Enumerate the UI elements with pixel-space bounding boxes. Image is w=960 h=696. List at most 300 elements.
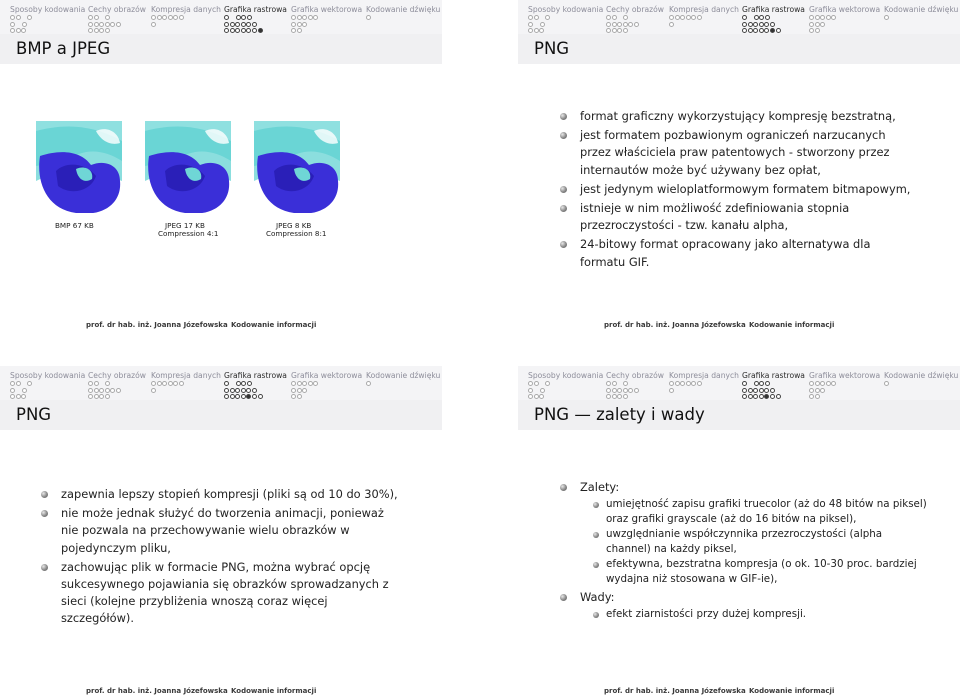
nav-section-label[interactable]: Grafika rastrowa xyxy=(224,371,287,380)
navigation-bar xyxy=(518,366,960,400)
slide-title: PNG xyxy=(16,405,52,424)
cons-group: Wady: efekt ziarnistości przy dużej kompresji. xyxy=(558,589,928,622)
nav-frame-dot-icon[interactable] xyxy=(297,381,302,386)
nav-frame-dot-icon[interactable] xyxy=(157,15,162,20)
bullet-icon xyxy=(560,132,567,139)
nav-frame-dot-icon[interactable] xyxy=(224,28,229,33)
bullet-item: nie może jednak służyć do tworzenia animacji, ponieważ nie pozwala na przechowywanie wielu obrazków w pojedynczym pliku, xyxy=(39,505,403,557)
sub-bullet-item: uwzględnianie współczynnika przezroczystości (alpha channel) na każdy piksel, xyxy=(580,527,928,557)
nav-frame-dot-icon[interactable] xyxy=(10,381,15,386)
nav-frame-dot-icon[interactable] xyxy=(252,28,257,33)
nav-frame-dot-icon[interactable] xyxy=(241,15,246,20)
nav-section-label[interactable]: Cechy obrazów xyxy=(88,5,146,14)
nav-frame-dot-icon[interactable] xyxy=(540,22,545,27)
nav-frame-dot-icon[interactable] xyxy=(230,28,235,33)
nav-frame-dot-icon[interactable] xyxy=(235,388,240,393)
nav-frame-dot-icon[interactable] xyxy=(669,388,674,393)
nav-section-label[interactable]: Grafika wektorowa xyxy=(291,371,363,380)
nav-frame-dot-icon[interactable] xyxy=(105,381,110,386)
nav-frame-dot-icon[interactable] xyxy=(252,22,257,27)
nav-frame-dot-icon[interactable] xyxy=(94,388,99,393)
nav-frame-dot-icon[interactable] xyxy=(22,22,27,27)
nav-frame-dot-icon[interactable] xyxy=(21,28,26,33)
nav-frame-dot-icon[interactable] xyxy=(246,394,251,399)
slide-footer xyxy=(518,321,960,333)
nav-section-label[interactable]: Cechy obrazów xyxy=(88,371,146,380)
bmp-flower-image xyxy=(36,121,122,213)
nav-frame-dot-icon[interactable] xyxy=(105,22,110,27)
nav-frame-dot-icon[interactable] xyxy=(623,28,628,33)
nav-frame-dot-icon[interactable] xyxy=(884,381,889,386)
nav-section-label[interactable]: Grafika rastrowa xyxy=(742,371,805,380)
nav-frame-dot-icon[interactable] xyxy=(617,22,622,27)
nav-frame-dot-icon[interactable] xyxy=(770,394,775,399)
nav-frame-dot-icon[interactable] xyxy=(545,15,550,20)
slide-title: PNG xyxy=(534,39,570,58)
bullet-item: format graficzny wykorzystujący kompresję bezstratną, xyxy=(558,108,918,125)
bullet-list xyxy=(39,486,403,630)
nav-frame-dot-icon[interactable] xyxy=(246,388,251,393)
nav-frame-dot-icon[interactable] xyxy=(759,22,764,27)
nav-frame-dot-icon[interactable] xyxy=(22,388,27,393)
nav-frame-dot-icon[interactable] xyxy=(105,388,110,393)
nav-frame-dot-icon[interactable] xyxy=(528,28,533,33)
nav-section-label[interactable]: Kompresja danych xyxy=(669,5,739,14)
bullet-item: zachowując plik w formacie PNG, można wybrać opcję sukcesywnego pojawiania się obrazków sprowadzanych z sieci (kolejne przybliżenia wnoszą coraz więcej szczegółów). xyxy=(39,559,403,628)
sub-bullet-item: umiejętność zapisu grafiki truecolor (aż do 48 bitów na piksel) oraz grafiki grayscale (aż do 16 bitów na piksel), xyxy=(580,497,928,527)
nav-frame-dot-icon[interactable] xyxy=(634,388,639,393)
nav-frame-dot-icon[interactable] xyxy=(669,15,674,20)
nav-frame-dot-icon[interactable] xyxy=(748,22,753,27)
nav-frame-dot-icon[interactable] xyxy=(258,394,263,399)
nav-frame-dot-icon[interactable] xyxy=(776,394,781,399)
nav-frame-dot-icon[interactable] xyxy=(302,388,307,393)
nav-frame-dot-icon[interactable] xyxy=(528,388,533,393)
nav-frame-dot-icon[interactable] xyxy=(623,388,628,393)
nav-frame-dot-icon[interactable] xyxy=(105,394,110,399)
bullet-icon xyxy=(560,186,567,193)
nav-frame-dot-icon[interactable] xyxy=(669,22,674,27)
nav-frame-dot-icon[interactable] xyxy=(815,381,820,386)
slide-footer xyxy=(518,687,960,696)
nav-frame-dot-icon[interactable] xyxy=(168,15,173,20)
nav-section-label[interactable]: Grafika rastrowa xyxy=(224,5,287,14)
nav-frame-dot-icon[interactable] xyxy=(809,28,814,33)
nav-frame-dot-icon[interactable] xyxy=(246,28,251,33)
nav-section-label[interactable]: Kompresja danych xyxy=(151,371,221,380)
nav-frame-dot-icon[interactable] xyxy=(94,15,99,20)
nav-frame-dot-icon[interactable] xyxy=(94,381,99,386)
nav-section-label[interactable]: Grafika wektorowa xyxy=(809,5,881,14)
jpeg-8-flower-image xyxy=(254,121,340,213)
nav-frame-dot-icon[interactable] xyxy=(697,15,702,20)
navigation-bar xyxy=(0,366,442,400)
nav-frame-dot-icon[interactable] xyxy=(224,388,229,393)
nav-frame-dot-icon[interactable] xyxy=(105,28,110,33)
nav-frame-dot-icon[interactable] xyxy=(528,381,533,386)
nav-frame-dot-icon[interactable] xyxy=(831,15,836,20)
nav-frame-dot-icon[interactable] xyxy=(308,15,313,20)
nav-frame-dot-icon[interactable] xyxy=(697,381,702,386)
bullet-item: jest jedynym wieloplatformowym formatem bitmapowym, xyxy=(558,181,918,198)
nav-frame-dot-icon[interactable] xyxy=(759,388,764,393)
nav-frame-dot-icon[interactable] xyxy=(617,388,622,393)
slide-png-2 xyxy=(0,366,442,696)
nav-frame-dot-icon[interactable] xyxy=(612,28,617,33)
slide-footer xyxy=(0,321,442,333)
nav-frame-dot-icon[interactable] xyxy=(99,394,104,399)
nav-frame-dot-icon[interactable] xyxy=(764,388,769,393)
nav-frame-dot-icon[interactable] xyxy=(313,381,318,386)
nav-frame-dot-icon[interactable] xyxy=(539,394,544,399)
nav-frame-dot-icon[interactable] xyxy=(157,381,162,386)
nav-frame-dot-icon[interactable] xyxy=(297,22,302,27)
bullet-item: 24-bitowy format opracowany jako alternatywa dla formatu GIF. xyxy=(558,236,918,270)
nav-frame-dot-icon[interactable] xyxy=(291,28,296,33)
nav-section-label[interactable]: Grafika wektorowa xyxy=(809,371,881,380)
nav-frame-dot-icon[interactable] xyxy=(748,394,753,399)
nav-frame-dot-icon[interactable] xyxy=(742,28,747,33)
nav-frame-dot-icon[interactable] xyxy=(612,381,617,386)
bullet-list xyxy=(558,479,928,624)
nav-frame-dot-icon[interactable] xyxy=(759,28,764,33)
nav-frame-dot-icon[interactable] xyxy=(179,381,184,386)
nav-frame-dot-icon[interactable] xyxy=(246,22,251,27)
nav-frame-dot-icon[interactable] xyxy=(748,388,753,393)
nav-section-label[interactable]: Kodowanie dźwięku xyxy=(884,5,959,14)
bullet-icon xyxy=(560,205,567,212)
nav-frame-dot-icon[interactable] xyxy=(16,15,21,20)
footer-author: prof. dr hab. inż. Joanna Józefowska xyxy=(604,687,746,695)
bullet-icon xyxy=(560,594,567,601)
nav-frame-dot-icon[interactable] xyxy=(10,28,15,33)
nav-frame-dot-icon[interactable] xyxy=(764,394,769,399)
nav-frame-dot-icon[interactable] xyxy=(230,388,235,393)
nav-frame-dot-icon[interactable] xyxy=(815,394,820,399)
nav-frame-dot-icon[interactable] xyxy=(21,394,26,399)
nav-frame-dot-icon[interactable] xyxy=(691,15,696,20)
nav-frame-dot-icon[interactable] xyxy=(291,388,296,393)
nav-frame-dot-icon[interactable] xyxy=(675,15,680,20)
nav-frame-dot-icon[interactable] xyxy=(623,394,628,399)
nav-section-label[interactable]: Grafika wektorowa xyxy=(291,5,363,14)
nav-frame-dot-icon[interactable] xyxy=(151,388,156,393)
nav-frame-dot-icon[interactable] xyxy=(99,22,104,27)
nav-frame-dot-icon[interactable] xyxy=(302,22,307,27)
nav-frame-dot-icon[interactable] xyxy=(826,15,831,20)
nav-frame-dot-icon[interactable] xyxy=(884,15,889,20)
bullet-item: zapewnia lepszy stopień kompresji (pliki są od 10 do 30%), xyxy=(39,486,403,503)
nav-frame-dot-icon[interactable] xyxy=(88,15,93,20)
nav-frame-dot-icon[interactable] xyxy=(742,388,747,393)
sub-bullet-item: efektywna, bezstratna kompresja (o ok. 10-30 proc. bardziej wydajna niż stosowana w GIF-ie), xyxy=(580,557,928,587)
bmp-caption: BMP 67 KB xyxy=(55,221,94,230)
nav-frame-dot-icon[interactable] xyxy=(241,388,246,393)
nav-frame-dot-icon[interactable] xyxy=(297,28,302,33)
nav-frame-dot-icon[interactable] xyxy=(742,15,747,20)
nav-frame-dot-icon[interactable] xyxy=(235,394,240,399)
navigation-bar xyxy=(0,0,442,34)
nav-frame-dot-icon[interactable] xyxy=(606,28,611,33)
nav-frame-dot-icon[interactable] xyxy=(291,381,296,386)
slide-bmp-jpeg xyxy=(0,0,442,335)
nav-frame-dot-icon[interactable] xyxy=(291,15,296,20)
footer-author: prof. dr hab. inż. Joanna Józefowska xyxy=(86,687,228,695)
nav-section-label[interactable]: Kompresja danych xyxy=(151,5,221,14)
nav-frame-dot-icon[interactable] xyxy=(623,15,628,20)
title-bar xyxy=(518,34,960,64)
nav-frame-dot-icon[interactable] xyxy=(224,15,229,20)
nav-frame-dot-icon[interactable] xyxy=(809,394,814,399)
nav-frame-dot-icon[interactable] xyxy=(291,22,296,27)
bullet-item: istnieje w nim możliwość zdefiniowania stopnia przezroczystości - tzw. kanału alpha, xyxy=(558,200,918,234)
nav-frame-dot-icon[interactable] xyxy=(820,22,825,27)
nav-frame-dot-icon[interactable] xyxy=(753,22,758,27)
nav-frame-dot-icon[interactable] xyxy=(88,22,93,27)
nav-section-label[interactable]: Kodowanie dźwięku xyxy=(366,5,441,14)
nav-frame-dot-icon[interactable] xyxy=(742,22,747,27)
nav-frame-dot-icon[interactable] xyxy=(606,394,611,399)
nav-frame-dot-icon[interactable] xyxy=(820,381,825,386)
nav-frame-dot-icon[interactable] xyxy=(606,381,611,386)
footer-course: Kodowanie informacji xyxy=(231,321,317,329)
sub-bullet-item: efekt ziarnistości przy dużej kompresji. xyxy=(580,607,928,622)
nav-frame-dot-icon[interactable] xyxy=(297,15,302,20)
nav-frame-dot-icon[interactable] xyxy=(617,394,622,399)
nav-frame-dot-icon[interactable] xyxy=(820,15,825,20)
nav-frame-dot-icon[interactable] xyxy=(151,381,156,386)
nav-section-label[interactable]: Cechy obrazów xyxy=(606,5,664,14)
nav-frame-dot-icon[interactable] xyxy=(230,394,235,399)
nav-frame-dot-icon[interactable] xyxy=(809,22,814,27)
nav-frame-dot-icon[interactable] xyxy=(759,394,764,399)
nav-frame-dot-icon[interactable] xyxy=(110,22,115,27)
nav-frame-dot-icon[interactable] xyxy=(669,381,674,386)
nav-frame-dot-icon[interactable] xyxy=(224,394,229,399)
nav-frame-dot-icon[interactable] xyxy=(247,15,252,20)
nav-frame-dot-icon[interactable] xyxy=(754,15,759,20)
pros-list xyxy=(580,497,928,587)
nav-frame-dot-icon[interactable] xyxy=(770,388,775,393)
nav-frame-dot-icon[interactable] xyxy=(634,22,639,27)
nav-frame-dot-icon[interactable] xyxy=(88,381,93,386)
nav-frame-dot-icon[interactable] xyxy=(686,15,691,20)
nav-frame-dot-icon[interactable] xyxy=(742,394,747,399)
nav-frame-dot-icon[interactable] xyxy=(815,388,820,393)
nav-frame-dot-icon[interactable] xyxy=(815,28,820,33)
nav-frame-dot-icon[interactable] xyxy=(545,381,550,386)
nav-frame-dot-icon[interactable] xyxy=(88,28,93,33)
nav-frame-dot-icon[interactable] xyxy=(99,388,104,393)
nav-frame-dot-icon[interactable] xyxy=(691,381,696,386)
nav-frame-dot-icon[interactable] xyxy=(686,381,691,386)
nav-frame-dot-icon[interactable] xyxy=(623,22,628,27)
nav-frame-dot-icon[interactable] xyxy=(241,381,246,386)
nav-frame-dot-icon[interactable] xyxy=(764,22,769,27)
nav-frame-dot-icon[interactable] xyxy=(258,28,263,33)
nav-frame-dot-icon[interactable] xyxy=(534,394,539,399)
nav-frame-dot-icon[interactable] xyxy=(297,388,302,393)
nav-frame-dot-icon[interactable] xyxy=(16,381,21,386)
nav-frame-dot-icon[interactable] xyxy=(10,22,15,27)
nav-frame-dot-icon[interactable] xyxy=(623,381,628,386)
bullet-icon xyxy=(560,241,567,248)
nav-frame-dot-icon[interactable] xyxy=(10,15,15,20)
nav-frame-dot-icon[interactable] xyxy=(826,381,831,386)
nav-frame-dot-icon[interactable] xyxy=(612,388,617,393)
nav-frame-dot-icon[interactable] xyxy=(236,15,241,20)
nav-frame-dot-icon[interactable] xyxy=(820,388,825,393)
cons-list xyxy=(580,607,928,622)
nav-frame-dot-icon[interactable] xyxy=(759,15,764,20)
nav-frame-dot-icon[interactable] xyxy=(815,22,820,27)
nav-frame-dot-icon[interactable] xyxy=(235,28,240,33)
nav-frame-dot-icon[interactable] xyxy=(224,381,229,386)
nav-frame-dot-icon[interactable] xyxy=(173,15,178,20)
nav-frame-dot-icon[interactable] xyxy=(302,15,307,20)
nav-frame-dot-icon[interactable] xyxy=(809,381,814,386)
nav-frame-dot-icon[interactable] xyxy=(224,22,229,27)
nav-frame-dot-icon[interactable] xyxy=(241,394,246,399)
sub-bullet-icon xyxy=(593,612,599,618)
slide-title: PNG — zalety i wady xyxy=(534,405,705,424)
nav-frame-dot-icon[interactable] xyxy=(88,394,93,399)
nav-section-label[interactable]: Sposoby kodowania xyxy=(10,371,86,380)
nav-frame-dot-icon[interactable] xyxy=(247,381,252,386)
nav-frame-dot-icon[interactable] xyxy=(313,15,318,20)
nav-frame-dot-icon[interactable] xyxy=(675,381,680,386)
nav-frame-dot-icon[interactable] xyxy=(612,394,617,399)
nav-frame-dot-icon[interactable] xyxy=(606,388,611,393)
nav-section-label[interactable]: Sposoby kodowania xyxy=(528,371,604,380)
nav-frame-dot-icon[interactable] xyxy=(110,388,115,393)
nav-section-label[interactable]: Grafika rastrowa xyxy=(742,5,805,14)
nav-frame-dot-icon[interactable] xyxy=(151,15,156,20)
nav-frame-dot-icon[interactable] xyxy=(116,388,121,393)
nav-frame-dot-icon[interactable] xyxy=(606,22,611,27)
nav-frame-dot-icon[interactable] xyxy=(765,15,770,20)
nav-frame-dot-icon[interactable] xyxy=(528,394,533,399)
nav-frame-dot-icon[interactable] xyxy=(617,28,622,33)
nav-frame-dot-icon[interactable] xyxy=(16,394,21,399)
nav-frame-dot-icon[interactable] xyxy=(776,28,781,33)
nav-frame-dot-icon[interactable] xyxy=(764,28,769,33)
nav-frame-dot-icon[interactable] xyxy=(16,28,21,33)
nav-frame-dot-icon[interactable] xyxy=(612,15,617,20)
nav-frame-dot-icon[interactable] xyxy=(534,381,539,386)
nav-section-label[interactable]: Kodowanie dźwięku xyxy=(366,371,441,380)
nav-frame-dot-icon[interactable] xyxy=(297,394,302,399)
nav-frame-dot-icon[interactable] xyxy=(94,22,99,27)
nav-frame-dot-icon[interactable] xyxy=(27,381,32,386)
nav-frame-dot-icon[interactable] xyxy=(105,15,110,20)
nav-frame-dot-icon[interactable] xyxy=(753,28,758,33)
pros-group: Zalety: umiejętność zapisu grafiki truecolor (aż do 48 bitów na piksel) oraz grafiki grayscale (aż do 16 bitów na piksel), uwzględnianie współczynnika przezroczystości (alpha channel) na każdy piksel, efektywna, bezstratna kompresja (o ok. 10-30 proc. bardziej wydajna niż stosowana w GIF-ie), xyxy=(558,479,928,587)
nav-frame-dot-icon[interactable] xyxy=(162,381,167,386)
nav-frame-dot-icon[interactable] xyxy=(539,28,544,33)
nav-frame-dot-icon[interactable] xyxy=(236,381,241,386)
nav-frame-dot-icon[interactable] xyxy=(765,381,770,386)
nav-frame-dot-icon[interactable] xyxy=(770,22,775,27)
nav-frame-dot-icon[interactable] xyxy=(302,381,307,386)
nav-frame-dot-icon[interactable] xyxy=(88,388,93,393)
nav-frame-dot-icon[interactable] xyxy=(540,388,545,393)
nav-frame-dot-icon[interactable] xyxy=(628,22,633,27)
nav-frame-dot-icon[interactable] xyxy=(815,15,820,20)
nav-frame-dot-icon[interactable] xyxy=(94,394,99,399)
nav-frame-dot-icon[interactable] xyxy=(753,394,758,399)
jpeg-4-compression: Compression 4:1 xyxy=(158,229,219,238)
nav-frame-dot-icon[interactable] xyxy=(252,394,257,399)
nav-frame-dot-icon[interactable] xyxy=(748,28,753,33)
nav-frame-dot-icon[interactable] xyxy=(753,388,758,393)
nav-frame-dot-icon[interactable] xyxy=(94,28,99,33)
bullet-icon xyxy=(41,491,48,498)
nav-frame-dot-icon[interactable] xyxy=(366,381,371,386)
nav-frame-dot-icon[interactable] xyxy=(173,381,178,386)
nav-frame-dot-icon[interactable] xyxy=(606,15,611,20)
slide-title: BMP a JPEG xyxy=(16,39,111,58)
nav-frame-dot-icon[interactable] xyxy=(742,381,747,386)
nav-frame-dot-icon[interactable] xyxy=(628,388,633,393)
nav-frame-dot-icon[interactable] xyxy=(241,22,246,27)
nav-section-label[interactable]: Kompresja danych xyxy=(669,371,739,380)
nav-frame-dot-icon[interactable] xyxy=(770,28,775,33)
nav-frame-dot-icon[interactable] xyxy=(252,388,257,393)
nav-section-label[interactable]: Cechy obrazów xyxy=(606,371,664,380)
nav-section-label[interactable]: Sposoby kodowania xyxy=(10,5,86,14)
nav-frame-dot-icon[interactable] xyxy=(99,28,104,33)
nav-frame-dot-icon[interactable] xyxy=(612,22,617,27)
nav-frame-dot-icon[interactable] xyxy=(291,394,296,399)
sub-bullet-icon xyxy=(593,502,599,508)
nav-frame-dot-icon[interactable] xyxy=(534,15,539,20)
nav-frame-dot-icon[interactable] xyxy=(680,15,685,20)
slide-footer xyxy=(0,687,442,696)
nav-frame-dot-icon[interactable] xyxy=(809,15,814,20)
nav-frame-dot-icon[interactable] xyxy=(528,22,533,27)
nav-frame-dot-icon[interactable] xyxy=(680,381,685,386)
nav-frame-dot-icon[interactable] xyxy=(235,22,240,27)
nav-frame-dot-icon[interactable] xyxy=(528,15,533,20)
nav-frame-dot-icon[interactable] xyxy=(151,22,156,27)
nav-frame-dot-icon[interactable] xyxy=(10,388,15,393)
nav-frame-dot-icon[interactable] xyxy=(831,381,836,386)
bullet-icon xyxy=(560,113,567,120)
nav-frame-dot-icon[interactable] xyxy=(308,381,313,386)
nav-frame-dot-icon[interactable] xyxy=(27,15,32,20)
nav-frame-dot-icon[interactable] xyxy=(10,394,15,399)
nav-frame-dot-icon[interactable] xyxy=(809,388,814,393)
nav-section-label[interactable]: Sposoby kodowania xyxy=(528,5,604,14)
footer-course: Kodowanie informacji xyxy=(749,321,835,329)
bullet-list xyxy=(558,108,918,273)
jpeg-8-compression: Compression 8:1 xyxy=(266,229,327,238)
nav-frame-dot-icon[interactable] xyxy=(116,22,121,27)
nav-frame-dot-icon[interactable] xyxy=(230,22,235,27)
nav-frame-dot-icon[interactable] xyxy=(534,28,539,33)
nav-frame-dot-icon[interactable] xyxy=(754,381,759,386)
nav-section-label[interactable]: Kodowanie dźwięku xyxy=(884,371,959,380)
slide-png-1 xyxy=(518,0,960,335)
nav-frame-dot-icon[interactable] xyxy=(179,15,184,20)
nav-frame-dot-icon[interactable] xyxy=(168,381,173,386)
nav-frame-dot-icon[interactable] xyxy=(366,15,371,20)
footer-course: Kodowanie informacji xyxy=(749,687,835,695)
nav-frame-dot-icon[interactable] xyxy=(162,15,167,20)
nav-frame-dot-icon[interactable] xyxy=(759,381,764,386)
nav-frame-dot-icon[interactable] xyxy=(241,28,246,33)
